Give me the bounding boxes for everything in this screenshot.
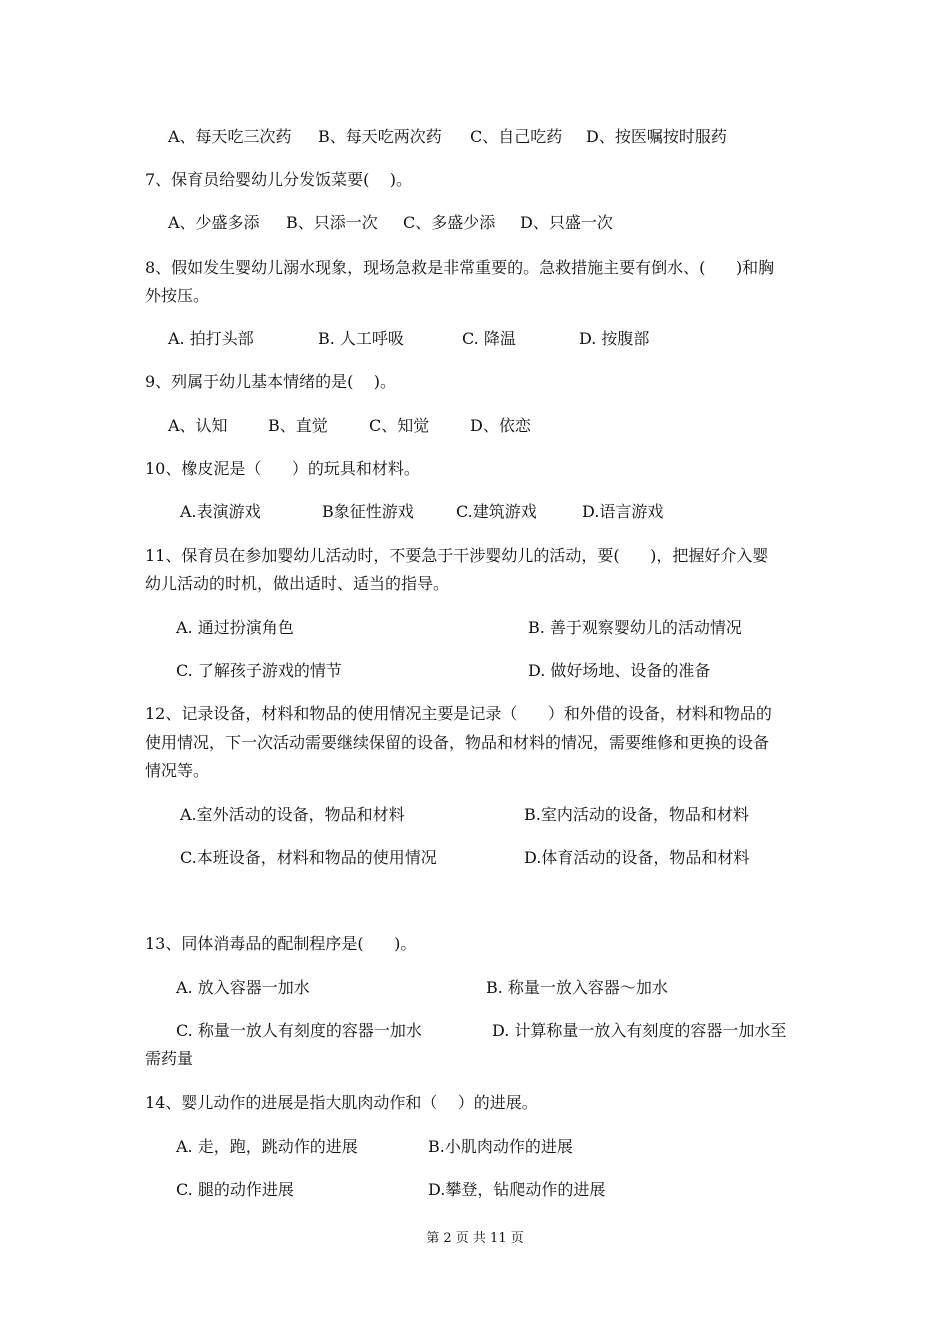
q11-stem-line-2: 幼儿活动的时机，做出适时、适当的指导。 [145, 574, 450, 593]
q6-option-a: A、每天吃三次药 [168, 127, 292, 146]
q12-option-b: B.室内活动的设备，物品和材料 [524, 805, 749, 824]
q11-stem-line-1: 11、保育员在参加婴幼儿活动时，不要急于干涉婴幼儿的活动，要( )，把握好介入婴 [145, 546, 769, 565]
q12-option-c: C.本班设备，材料和物品的使用情况 [180, 848, 437, 867]
q12-stem-line-3: 情况等。 [145, 761, 210, 780]
q10-option-d: D.语言游戏 [582, 502, 664, 521]
q8-option-d: D. 按腹部 [579, 329, 650, 348]
q8-stem-line-2: 外按压。 [145, 286, 210, 305]
q6-option-d: D、按医嘱按时服药 [586, 127, 727, 146]
q9-option-a: A、认知 [168, 416, 228, 435]
q13-stem: 13、同体消毒品的配制程序是( )。 [145, 934, 417, 953]
q13-option-a: A. 放入容器一加水 [176, 978, 310, 997]
q13-option-d-continuation: 需药量 [145, 1049, 194, 1068]
q11-option-c: C. 了解孩子游戏的情节 [176, 661, 342, 680]
q7-option-b: B、只添一次 [286, 213, 378, 232]
q11-option-b: B. 善于观察婴幼儿的活动情况 [528, 618, 742, 637]
q14-option-c: C. 腿的动作进展 [176, 1180, 294, 1199]
q9-option-d: D、依恋 [470, 416, 531, 435]
q10-stem: 10、橡皮泥是（ ）的玩具和材料。 [145, 459, 420, 478]
page-number-footer: 第 2 页 共 11 页 [426, 1231, 524, 1246]
q12-stem-line-1: 12、记录设备，材料和物品的使用情况主要是记录（ ）和外借的设备，材料和物品的 [145, 704, 772, 723]
q9-option-b: B、直觉 [268, 416, 328, 435]
q12-option-a: A.室外活动的设备，物品和材料 [180, 805, 405, 824]
q14-option-d: D.攀登，钻爬动作的进展 [428, 1180, 606, 1199]
q7-stem: 7、保育员给婴幼儿分发饭菜要( )。 [145, 170, 413, 189]
q13-option-b: B. 称量一放入容器～加水 [486, 978, 668, 997]
q12-option-d: D.体育活动的设备，物品和材料 [524, 848, 750, 867]
q14-stem: 14、婴儿动作的进展是指大肌肉动作和（ ）的进展。 [145, 1093, 538, 1112]
q8-option-b: B. 人工呼吸 [318, 329, 404, 348]
q8-option-c: C. 降温 [462, 329, 516, 348]
q7-option-a: A、少盛多添 [168, 213, 260, 232]
q10-option-b: B象征性游戏 [322, 502, 414, 521]
q6-option-b: B、每天吃两次药 [318, 127, 442, 146]
q10-option-a: A.表演游戏 [180, 502, 261, 521]
q10-option-c: C.建筑游戏 [456, 502, 537, 521]
q14-option-b: B.小肌肉动作的进展 [428, 1137, 573, 1156]
q13-option-c: C. 称量一放人有刻度的容器一加水 [176, 1021, 422, 1040]
q12-stem-line-2: 使用情况，下一次活动需要继续保留的设备，物品和材料的情况，需要维修和更换的设备 [145, 733, 770, 752]
q13-option-d: D. 计算称量一放入有刻度的容器一加水至 [492, 1021, 787, 1040]
q8-option-a: A. 拍打头部 [168, 329, 254, 348]
q7-option-d: D、只盛一次 [520, 213, 613, 232]
q6-option-c: C、自己吃药 [470, 127, 563, 146]
q8-stem-line-1: 8、假如发生婴幼儿溺水现象，现场急救是非常重要的。急救措施主要有倒水、( )和胸 [145, 258, 775, 277]
q14-option-a: A. 走，跑，跳动作的进展 [176, 1137, 358, 1156]
q11-option-a: A. 通过扮演角色 [176, 618, 294, 637]
q9-option-c: C、知觉 [369, 416, 430, 435]
q7-option-c: C、多盛少添 [403, 213, 496, 232]
q9-stem: 9、列属于幼儿基本情绪的是( )。 [145, 372, 397, 391]
q11-option-d: D. 做好场地、设备的准备 [528, 661, 711, 680]
